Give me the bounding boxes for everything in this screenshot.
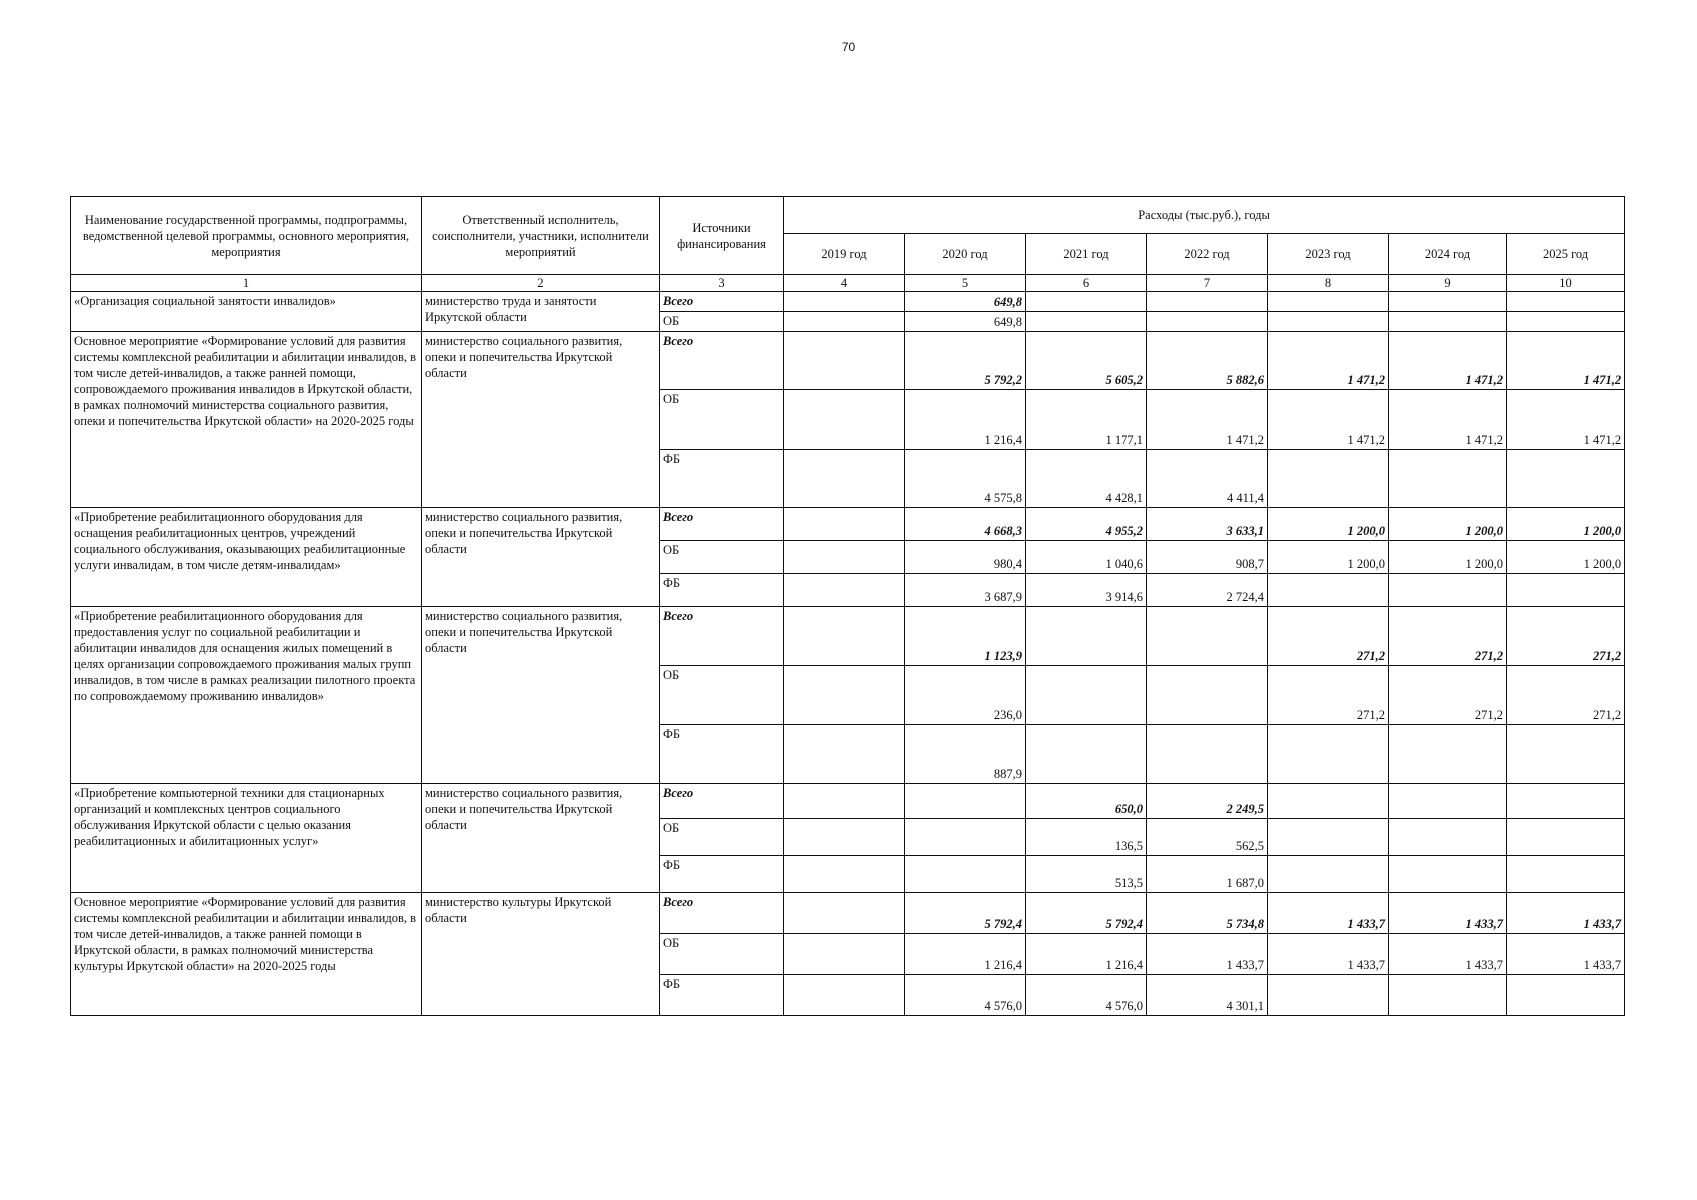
- expense-value: [1268, 784, 1389, 819]
- column-number-row: [71, 275, 1625, 292]
- expense-value: 908,7: [1147, 541, 1268, 574]
- expense-value: [784, 332, 905, 390]
- expense-value: 136,5: [1026, 819, 1147, 856]
- header-year: 2021 год: [1026, 234, 1147, 275]
- funding-source: ОБ: [660, 819, 784, 856]
- expense-value: [1389, 784, 1507, 819]
- table-row: [71, 784, 1625, 819]
- funding-source: Всего: [660, 332, 784, 390]
- expense-value: [784, 819, 905, 856]
- expense-value: [1389, 856, 1507, 893]
- table-row: [71, 893, 1625, 934]
- funding-source: Всего: [660, 292, 784, 312]
- funding-source: ФБ: [660, 725, 784, 784]
- header-year: 2024 год: [1389, 234, 1507, 275]
- expense-value: [1147, 725, 1268, 784]
- expense-value: 271,2: [1389, 607, 1507, 666]
- expense-value: [1268, 856, 1389, 893]
- table-row: [71, 607, 1625, 666]
- expense-value: [784, 666, 905, 725]
- funding-source: Всего: [660, 893, 784, 934]
- expense-value: 1 040,6: [1026, 541, 1147, 574]
- expense-value: [784, 784, 905, 819]
- expense-value: 271,2: [1389, 666, 1507, 725]
- expense-value: [1507, 784, 1625, 819]
- funding-source: ОБ: [660, 390, 784, 450]
- column-number: 10: [1507, 275, 1625, 292]
- expense-value: 1 433,7: [1507, 893, 1625, 934]
- expense-value: 236,0: [905, 666, 1026, 725]
- expense-value: 4 576,0: [905, 975, 1026, 1016]
- expense-value: 1 216,4: [905, 390, 1026, 450]
- expense-value: 562,5: [1147, 819, 1268, 856]
- expense-value: 3 633,1: [1147, 508, 1268, 541]
- expense-value: 271,2: [1507, 666, 1625, 725]
- expense-value: 271,2: [1268, 607, 1389, 666]
- expense-value: 1 471,2: [1507, 332, 1625, 390]
- expense-value: 271,2: [1268, 666, 1389, 725]
- column-number: 6: [1026, 275, 1147, 292]
- table-row: [71, 508, 1625, 541]
- table-row: [71, 332, 1625, 390]
- expense-value: 1 200,0: [1389, 541, 1507, 574]
- expense-value: [1026, 292, 1147, 312]
- expense-value: 1 200,0: [1268, 508, 1389, 541]
- expense-value: 4 576,0: [1026, 975, 1147, 1016]
- expense-value: 1 471,2: [1507, 390, 1625, 450]
- expense-value: [1147, 607, 1268, 666]
- expense-value: [1507, 856, 1625, 893]
- activity-name: «Приобретение реабилитационного оборудования для предоставления услуг по социальной реабилитации и абилитации инвалидов для оснащения жилых помещений в целях организации сопровождаемого проживания малых групп инвалидов, в том числе в рамках реализации пилотного проекта по сопровождаемому проживанию инвалидов»: [71, 607, 422, 784]
- activity-name: «Приобретение компьютерной техники для стационарных организаций и комплексных центров социального обслуживания Иркутской области с целью оказания реабилитационных и абилитационных услуг»: [71, 784, 422, 893]
- expense-value: [1389, 450, 1507, 508]
- responsible-executor: министерство социального развития, опеки и попечительства Иркутской области: [422, 332, 660, 508]
- expense-value: [784, 607, 905, 666]
- expense-value: [784, 450, 905, 508]
- responsible-executor: министерство культуры Иркутской области: [422, 893, 660, 1016]
- table-body: [71, 292, 1625, 1016]
- expense-value: 3 687,9: [905, 574, 1026, 607]
- expense-value: [1389, 312, 1507, 332]
- expense-value: [1026, 607, 1147, 666]
- expense-value: 649,8: [905, 292, 1026, 312]
- funding-source: Всего: [660, 508, 784, 541]
- expense-value: 1 200,0: [1507, 508, 1625, 541]
- activity-name: «Организация социальной занятости инвалидов»: [71, 292, 422, 332]
- funding-source: ФБ: [660, 450, 784, 508]
- expense-value: 1 216,4: [1026, 934, 1147, 975]
- funding-source: Всего: [660, 784, 784, 819]
- column-number: 8: [1268, 275, 1389, 292]
- header-executor: Ответственный исполнитель, соисполнители, участники, исполнители мероприятий: [422, 197, 660, 275]
- responsible-executor: министерство труда и занятости Иркутской области: [422, 292, 660, 332]
- expense-value: [905, 784, 1026, 819]
- expense-value: [784, 856, 905, 893]
- expense-value: [1147, 312, 1268, 332]
- activity-name: Основное мероприятие «Формирование условий для развития системы комплексной реабилитации и абилитации инвалидов, в том числе детей-инвалидов, а также ранней помощи в Иркутской области, в рамках полномочий министерства культуры Иркутской области» на 2020-2025 годы: [71, 893, 422, 1016]
- expense-value: [1389, 574, 1507, 607]
- responsible-executor: министерство социального развития, опеки и попечительства Иркутской области: [422, 508, 660, 607]
- expense-value: [1389, 292, 1507, 312]
- expense-value: [1268, 450, 1389, 508]
- expense-value: [1026, 312, 1147, 332]
- header-year: 2019 год: [784, 234, 905, 275]
- expense-value: [1268, 574, 1389, 607]
- expense-value: [905, 856, 1026, 893]
- expense-value: [1507, 574, 1625, 607]
- expense-value: 1 433,7: [1147, 934, 1268, 975]
- expense-value: [784, 541, 905, 574]
- expense-value: 5 792,2: [905, 332, 1026, 390]
- expense-value: 2 249,5: [1147, 784, 1268, 819]
- expense-value: [1507, 312, 1625, 332]
- expense-value: 5 734,8: [1147, 893, 1268, 934]
- expense-value: [1507, 292, 1625, 312]
- column-number: 9: [1389, 275, 1507, 292]
- expense-value: 5 882,6: [1147, 332, 1268, 390]
- expense-value: 980,4: [905, 541, 1026, 574]
- expense-value: 1 433,7: [1268, 893, 1389, 934]
- expense-value: [784, 390, 905, 450]
- column-number: 2: [422, 275, 660, 292]
- expense-value: [1268, 725, 1389, 784]
- expense-value: 1 123,9: [905, 607, 1026, 666]
- header-year: 2023 год: [1268, 234, 1389, 275]
- expense-value: [1389, 819, 1507, 856]
- expense-value: 1 200,0: [1389, 508, 1507, 541]
- expense-value: [1268, 292, 1389, 312]
- expense-value: 1 471,2: [1268, 390, 1389, 450]
- expense-value: 1 200,0: [1268, 541, 1389, 574]
- expense-value: 4 955,2: [1026, 508, 1147, 541]
- expense-value: [905, 819, 1026, 856]
- expense-value: [1507, 450, 1625, 508]
- expense-value: 4 428,1: [1026, 450, 1147, 508]
- budget-table: [70, 196, 1625, 1016]
- expense-value: 1 471,2: [1389, 390, 1507, 450]
- expense-value: 2 724,4: [1147, 574, 1268, 607]
- expense-value: 1 471,2: [1389, 332, 1507, 390]
- funding-source: ФБ: [660, 856, 784, 893]
- expense-value: [1507, 725, 1625, 784]
- header-year: 2020 год: [905, 234, 1026, 275]
- header-source: Источники финансирования: [660, 197, 784, 275]
- expense-value: [784, 934, 905, 975]
- expense-value: 650,0: [1026, 784, 1147, 819]
- funding-source: ФБ: [660, 574, 784, 607]
- expense-value: [1147, 666, 1268, 725]
- responsible-executor: министерство социального развития, опеки и попечительства Иркутской области: [422, 607, 660, 784]
- expense-value: [784, 975, 905, 1016]
- expense-value: 1 433,7: [1389, 934, 1507, 975]
- activity-name: «Приобретение реабилитационного оборудования для оснащения реабилитационных центров, учреждений социального обслуживания, оказывающих реабилитационные услуги инвалидам, в том числе детям-инвалидам»: [71, 508, 422, 607]
- expense-value: 1 687,0: [1147, 856, 1268, 893]
- expense-value: 1 200,0: [1507, 541, 1625, 574]
- funding-source: ОБ: [660, 312, 784, 332]
- expense-value: [1147, 292, 1268, 312]
- header-expenses: Расходы (тыс.руб.), годы: [784, 197, 1625, 234]
- column-number: 5: [905, 275, 1026, 292]
- expense-value: 1 177,1: [1026, 390, 1147, 450]
- expense-value: 5 792,4: [905, 893, 1026, 934]
- expense-value: [784, 893, 905, 934]
- expense-value: [1268, 312, 1389, 332]
- expense-value: 4 411,4: [1147, 450, 1268, 508]
- expense-value: 5 605,2: [1026, 332, 1147, 390]
- funding-source: ФБ: [660, 975, 784, 1016]
- column-number: 4: [784, 275, 905, 292]
- expense-value: [784, 508, 905, 541]
- expense-value: 271,2: [1507, 607, 1625, 666]
- expense-value: 1 433,7: [1507, 934, 1625, 975]
- table-header: [71, 197, 1625, 292]
- expense-value: [784, 312, 905, 332]
- expense-value: 513,5: [1026, 856, 1147, 893]
- expense-value: [1507, 819, 1625, 856]
- expense-value: 1 471,2: [1268, 332, 1389, 390]
- expense-value: [1026, 666, 1147, 725]
- expense-value: 649,8: [905, 312, 1026, 332]
- column-number: 7: [1147, 275, 1268, 292]
- expense-value: 1 471,2: [1147, 390, 1268, 450]
- funding-source: ОБ: [660, 934, 784, 975]
- expense-value: [1389, 975, 1507, 1016]
- funding-source: Всего: [660, 607, 784, 666]
- expense-value: [1026, 725, 1147, 784]
- expense-value: [1268, 819, 1389, 856]
- expense-value: [1268, 975, 1389, 1016]
- column-number: 1: [71, 275, 422, 292]
- expense-value: [1507, 975, 1625, 1016]
- activity-name: Основное мероприятие «Формирование условий для развития системы комплексной реабилитации и абилитации инвалидов, в том числе детей-инвалидов, а также ранней помощи, сопровождаемого проживания инвалидов в Иркутской области, в рамках полномочий министерства социального развития, опеки и попечительства Иркутской области» на 2020-2025 годы: [71, 332, 422, 508]
- expense-value: 4 668,3: [905, 508, 1026, 541]
- expense-value: [1389, 725, 1507, 784]
- expense-value: 3 914,6: [1026, 574, 1147, 607]
- header-name: Наименование государственной программы, подпрограммы, ведомственной целевой программы, основного мероприятия, мероприятия: [71, 197, 422, 275]
- page-number: 70: [841, 40, 856, 54]
- column-number: 3: [660, 275, 784, 292]
- header-year: 2025 год: [1507, 234, 1625, 275]
- funding-source: ОБ: [660, 666, 784, 725]
- expense-value: 1 433,7: [1268, 934, 1389, 975]
- expense-value: 4 575,8: [905, 450, 1026, 508]
- header-year: 2022 год: [1147, 234, 1268, 275]
- funding-source: ОБ: [660, 541, 784, 574]
- expense-value: [784, 725, 905, 784]
- expense-value: [784, 292, 905, 312]
- expense-value: 5 792,4: [1026, 893, 1147, 934]
- expense-value: [784, 574, 905, 607]
- expense-value: 1 216,4: [905, 934, 1026, 975]
- responsible-executor: министерство социального развития, опеки и попечительства Иркутской области: [422, 784, 660, 893]
- expense-value: 887,9: [905, 725, 1026, 784]
- expense-value: 1 433,7: [1389, 893, 1507, 934]
- expense-value: 4 301,1: [1147, 975, 1268, 1016]
- table-row: [71, 292, 1625, 312]
